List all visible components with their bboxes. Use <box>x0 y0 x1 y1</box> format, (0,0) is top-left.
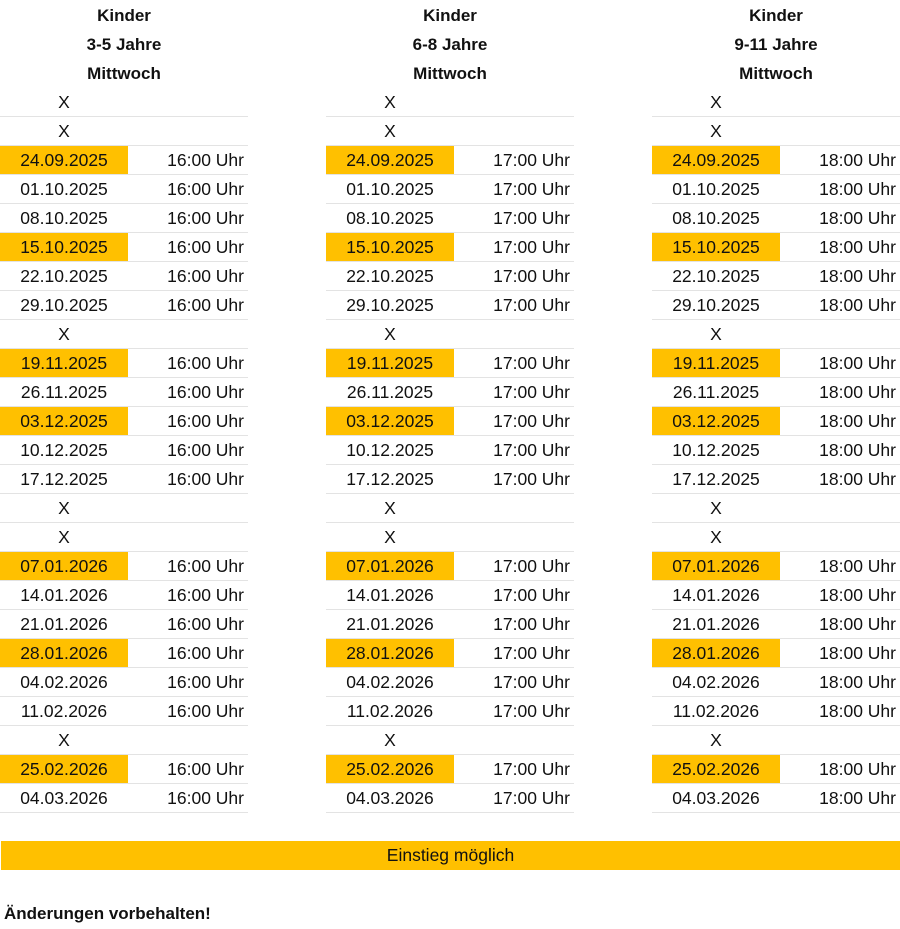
session-time: 16:00 Uhr <box>167 643 244 663</box>
session-date: 07.01.2026 <box>0 552 128 580</box>
schedule-row <box>652 465 900 494</box>
session-date: 17.12.2025 <box>672 469 760 489</box>
session-time: 17:00 Uhr <box>493 440 570 460</box>
schedule-row <box>652 668 900 697</box>
session-date: 17.12.2025 <box>346 469 434 489</box>
schedule-row <box>0 523 248 552</box>
session-time: 18:00 Uhr <box>819 701 896 721</box>
schedule-row <box>326 204 574 233</box>
schedule-row <box>326 639 574 668</box>
schedule-row <box>652 755 900 784</box>
schedule-row <box>0 755 248 784</box>
schedule-row <box>326 117 574 146</box>
session-date: 15.10.2025 <box>652 233 780 261</box>
no-session-marker: X <box>384 121 396 141</box>
schedule-row <box>0 349 248 378</box>
session-date: 01.10.2025 <box>672 179 760 199</box>
session-date: 15.10.2025 <box>0 233 128 261</box>
schedule-row <box>0 697 248 726</box>
session-date: 22.10.2025 <box>346 266 434 286</box>
session-time: 17:00 Uhr <box>493 179 570 199</box>
session-time: 17:00 Uhr <box>493 353 570 373</box>
session-date: 26.11.2025 <box>20 382 108 402</box>
schedule-row <box>652 697 900 726</box>
session-time: 18:00 Uhr <box>819 440 896 460</box>
session-date: 14.01.2026 <box>346 585 434 605</box>
session-time: 16:00 Uhr <box>167 382 244 402</box>
schedule-column-9-11 <box>652 0 900 813</box>
session-date: 14.01.2026 <box>20 585 108 605</box>
schedule-row <box>0 320 248 349</box>
schedule-row <box>326 494 574 523</box>
session-time: 17:00 Uhr <box>493 701 570 721</box>
session-date: 28.01.2026 <box>326 639 454 667</box>
no-session-marker: X <box>710 121 722 141</box>
schedule-row <box>326 726 574 755</box>
schedule-row <box>326 755 574 784</box>
session-date: 07.01.2026 <box>326 552 454 580</box>
schedule-row <box>326 175 574 204</box>
session-date: 19.11.2025 <box>326 349 454 377</box>
column-header <box>326 0 574 87</box>
schedule-row <box>652 88 900 117</box>
no-session-marker: X <box>58 730 70 750</box>
column-header <box>652 0 900 87</box>
session-time: 16:00 Uhr <box>167 208 244 228</box>
session-time: 18:00 Uhr <box>819 237 896 257</box>
schedule-row <box>652 291 900 320</box>
session-date: 29.10.2025 <box>346 295 434 315</box>
schedule-row <box>652 175 900 204</box>
session-time: 17:00 Uhr <box>493 266 570 286</box>
session-date: 01.10.2025 <box>346 179 434 199</box>
session-time: 16:00 Uhr <box>167 556 244 576</box>
session-time: 17:00 Uhr <box>493 208 570 228</box>
no-session-marker: X <box>710 324 722 344</box>
session-time: 17:00 Uhr <box>493 643 570 663</box>
session-date: 21.01.2026 <box>346 614 434 634</box>
session-time: 18:00 Uhr <box>819 643 896 663</box>
schedule-row <box>326 436 574 465</box>
schedule-row <box>326 610 574 639</box>
schedule-row <box>326 552 574 581</box>
session-time: 17:00 Uhr <box>493 237 570 257</box>
session-date: 04.02.2026 <box>20 672 108 692</box>
schedule-row <box>326 465 574 494</box>
session-time: 18:00 Uhr <box>819 469 896 489</box>
schedule-row <box>652 233 900 262</box>
no-session-marker: X <box>384 730 396 750</box>
schedule-row <box>326 262 574 291</box>
session-date: 28.01.2026 <box>0 639 128 667</box>
session-time: 16:00 Uhr <box>167 614 244 634</box>
schedule-column-6-8 <box>326 0 574 813</box>
schedule-row <box>326 349 574 378</box>
session-time: 18:00 Uhr <box>819 179 896 199</box>
schedule-row <box>0 407 248 436</box>
session-time: 17:00 Uhr <box>493 672 570 692</box>
header-group: Kinder <box>423 6 477 25</box>
schedule-row <box>652 784 900 813</box>
schedule-row <box>0 436 248 465</box>
no-session-marker: X <box>710 92 722 112</box>
session-time: 16:00 Uhr <box>167 237 244 257</box>
schedule-row <box>652 146 900 175</box>
no-session-marker: X <box>58 498 70 518</box>
schedule-row <box>652 610 900 639</box>
schedule-row <box>652 523 900 552</box>
session-time: 18:00 Uhr <box>819 759 896 779</box>
no-session-marker: X <box>384 498 396 518</box>
schedule-row <box>652 378 900 407</box>
session-date: 04.03.2026 <box>672 788 760 808</box>
no-session-marker: X <box>384 324 396 344</box>
session-time: 18:00 Uhr <box>819 208 896 228</box>
session-date: 22.10.2025 <box>672 266 760 286</box>
schedule-row <box>652 552 900 581</box>
session-date: 03.12.2025 <box>326 407 454 435</box>
session-date: 11.02.2026 <box>346 701 434 721</box>
no-session-marker: X <box>58 324 70 344</box>
session-time: 17:00 Uhr <box>493 382 570 402</box>
session-time: 16:00 Uhr <box>167 411 244 431</box>
schedule-row <box>0 378 248 407</box>
session-time: 16:00 Uhr <box>167 672 244 692</box>
session-date: 25.02.2026 <box>0 755 128 783</box>
schedule-row <box>652 349 900 378</box>
schedule-row <box>0 581 248 610</box>
schedule-row <box>652 204 900 233</box>
session-date: 25.02.2026 <box>326 755 454 783</box>
schedule-row <box>326 697 574 726</box>
schedule-row <box>0 494 248 523</box>
header-group: Kinder <box>97 6 151 25</box>
schedule-row <box>652 494 900 523</box>
schedule-row <box>326 581 574 610</box>
no-session-marker: X <box>384 92 396 112</box>
header-weekday: Mittwoch <box>87 64 161 83</box>
header-group: Kinder <box>749 6 803 25</box>
session-time: 18:00 Uhr <box>819 295 896 315</box>
session-date: 19.11.2025 <box>0 349 128 377</box>
header-age: 6-8 Jahre <box>412 35 488 54</box>
column-header <box>0 0 248 87</box>
session-date: 11.02.2026 <box>20 701 108 721</box>
session-time: 16:00 Uhr <box>167 701 244 721</box>
session-time: 16:00 Uhr <box>167 266 244 286</box>
schedule-row <box>0 204 248 233</box>
no-session-marker: X <box>710 498 722 518</box>
schedule-row <box>0 784 248 813</box>
schedule-row <box>0 233 248 262</box>
session-time: 18:00 Uhr <box>819 672 896 692</box>
session-date: 29.10.2025 <box>20 295 108 315</box>
schedule-row <box>326 784 574 813</box>
session-time: 16:00 Uhr <box>167 150 244 170</box>
header-age: 9-11 Jahre <box>734 35 818 54</box>
session-date: 08.10.2025 <box>20 208 108 228</box>
session-date: 28.01.2026 <box>652 639 780 667</box>
schedule-row <box>326 523 574 552</box>
session-time: 18:00 Uhr <box>819 353 896 373</box>
session-time: 17:00 Uhr <box>493 614 570 634</box>
schedule-row <box>0 726 248 755</box>
session-date: 08.10.2025 <box>346 208 434 228</box>
session-date: 26.11.2025 <box>346 382 434 402</box>
schedule-row <box>326 668 574 697</box>
header-age: 3-5 Jahre <box>86 35 162 54</box>
session-time: 17:00 Uhr <box>493 411 570 431</box>
schedule-row <box>326 291 574 320</box>
schedule-row <box>0 88 248 117</box>
session-date: 04.02.2026 <box>346 672 434 692</box>
session-time: 17:00 Uhr <box>493 788 570 808</box>
session-time: 16:00 Uhr <box>167 179 244 199</box>
session-time: 16:00 Uhr <box>167 585 244 605</box>
session-date: 22.10.2025 <box>20 266 108 286</box>
schedule-row <box>326 320 574 349</box>
schedule-row <box>652 639 900 668</box>
disclaimer-note: Änderungen vorbehalten! <box>4 904 211 923</box>
session-time: 18:00 Uhr <box>819 411 896 431</box>
session-date: 03.12.2025 <box>0 407 128 435</box>
no-session-marker: X <box>58 527 70 547</box>
session-date: 17.12.2025 <box>20 469 108 489</box>
session-time: 18:00 Uhr <box>819 614 896 634</box>
schedule-row <box>326 146 574 175</box>
session-time: 17:00 Uhr <box>493 759 570 779</box>
no-session-marker: X <box>710 730 722 750</box>
session-date: 19.11.2025 <box>652 349 780 377</box>
session-date: 10.12.2025 <box>346 440 434 460</box>
schedule-row <box>652 262 900 291</box>
session-time: 16:00 Uhr <box>167 440 244 460</box>
schedule-column-3-5 <box>0 0 248 813</box>
session-date: 04.03.2026 <box>20 788 108 808</box>
schedule-row <box>652 117 900 146</box>
session-date: 10.12.2025 <box>672 440 760 460</box>
session-date: 24.09.2025 <box>326 146 454 174</box>
session-time: 16:00 Uhr <box>167 788 244 808</box>
schedule-row <box>652 320 900 349</box>
session-time: 16:00 Uhr <box>167 353 244 373</box>
session-date: 21.01.2026 <box>672 614 760 634</box>
session-time: 16:00 Uhr <box>167 295 244 315</box>
session-time: 17:00 Uhr <box>493 150 570 170</box>
schedule-row <box>0 291 248 320</box>
session-date: 26.11.2025 <box>672 382 760 402</box>
schedule-row <box>652 726 900 755</box>
session-date: 08.10.2025 <box>672 208 760 228</box>
schedule-row <box>0 639 248 668</box>
schedule-row <box>652 581 900 610</box>
session-time: 18:00 Uhr <box>819 585 896 605</box>
header-weekday: Mittwoch <box>739 64 813 83</box>
schedule-row <box>0 117 248 146</box>
schedule-row <box>326 88 574 117</box>
schedule-row <box>652 407 900 436</box>
session-date: 15.10.2025 <box>326 233 454 261</box>
session-date: 01.10.2025 <box>20 179 108 199</box>
schedule-row <box>0 262 248 291</box>
schedule-row <box>0 552 248 581</box>
header-weekday: Mittwoch <box>413 64 487 83</box>
no-session-marker: X <box>58 92 70 112</box>
session-time: 17:00 Uhr <box>493 556 570 576</box>
legend-entry-possible: Einstieg möglich <box>1 841 900 870</box>
session-date: 07.01.2026 <box>652 552 780 580</box>
session-date: 04.02.2026 <box>672 672 760 692</box>
session-date: 03.12.2025 <box>652 407 780 435</box>
session-date: 21.01.2026 <box>20 614 108 634</box>
schedule-rows <box>0 88 248 813</box>
session-date: 24.09.2025 <box>0 146 128 174</box>
no-session-marker: X <box>384 527 396 547</box>
session-time: 17:00 Uhr <box>493 469 570 489</box>
schedule-row <box>0 175 248 204</box>
session-time: 18:00 Uhr <box>819 266 896 286</box>
session-date: 25.02.2026 <box>652 755 780 783</box>
session-date: 24.09.2025 <box>652 146 780 174</box>
session-time: 18:00 Uhr <box>819 150 896 170</box>
no-session-marker: X <box>710 527 722 547</box>
schedule-rows <box>326 88 574 813</box>
session-date: 10.12.2025 <box>20 440 108 460</box>
session-time: 17:00 Uhr <box>493 295 570 315</box>
schedule-rows <box>652 88 900 813</box>
schedule-row <box>652 436 900 465</box>
session-time: 16:00 Uhr <box>167 759 244 779</box>
schedule-row <box>326 233 574 262</box>
session-time: 18:00 Uhr <box>819 382 896 402</box>
session-date: 11.02.2026 <box>672 701 760 721</box>
no-session-marker: X <box>58 121 70 141</box>
session-date: 14.01.2026 <box>672 585 760 605</box>
session-time: 18:00 Uhr <box>819 788 896 808</box>
schedule-row <box>326 407 574 436</box>
session-date: 29.10.2025 <box>672 295 760 315</box>
schedule-row <box>0 668 248 697</box>
session-time: 18:00 Uhr <box>819 556 896 576</box>
schedule-row <box>0 610 248 639</box>
schedule-row <box>0 465 248 494</box>
session-date: 04.03.2026 <box>346 788 434 808</box>
schedule-row <box>326 378 574 407</box>
schedule-row <box>0 146 248 175</box>
session-time: 16:00 Uhr <box>167 469 244 489</box>
session-time: 17:00 Uhr <box>493 585 570 605</box>
